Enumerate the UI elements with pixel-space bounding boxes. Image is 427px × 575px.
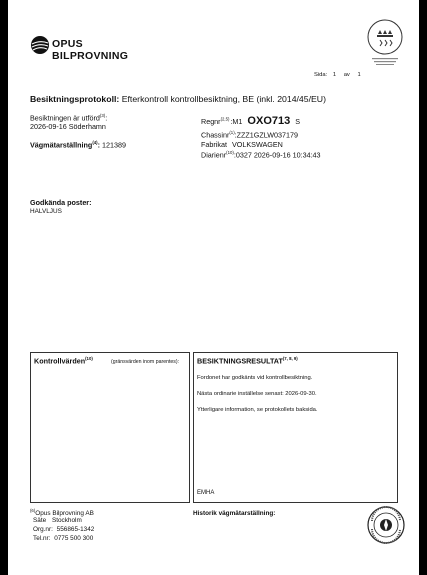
protocol-title-value: Efterkontroll kontrollbesiktning, BE (inkl. 2014/45/EU) <box>121 94 326 104</box>
seat-value: Stockholm <box>51 517 82 524</box>
result-sup: (7, 8, 9) <box>282 356 298 361</box>
performed-label: Besiktningen är utförd$^{(3)}$: <box>30 113 108 123</box>
make-row <box>201 140 283 149</box>
control-values-title: Kontrollvärden <box>34 356 86 366</box>
result-line: Nästa ordinarie inställelse senast: 2026-09-30. <box>197 391 317 397</box>
chassis-sup: (1) <box>229 130 235 135</box>
tel-value: 0775 500 300 <box>54 535 94 542</box>
inspector-code: EMHA <box>197 490 215 496</box>
company-org-row <box>33 526 94 533</box>
chassis-value: ZZZ1GZLW037179 <box>236 130 299 140</box>
page-of-label: av <box>343 72 350 78</box>
chassis-label: Chassinr <box>201 130 230 140</box>
regnr-suffix: S <box>295 117 301 126</box>
diary-label: Diarienr <box>201 150 227 160</box>
result-line: Ytterligare information, se protokollets baksida. <box>197 407 318 413</box>
odometer-row: Vägmätarställning$^{(4)}$: 121389 <box>30 140 126 150</box>
company-seat-row <box>33 517 82 524</box>
org-value: 556865-1342 <box>56 526 95 533</box>
protocol-title <box>30 94 326 104</box>
regnr-value: OXO713 <box>247 115 291 127</box>
performed-value: 2026-09-16 Söderhamn <box>30 122 106 131</box>
control-values-note: (gränsvärden inom parentes): <box>111 359 180 365</box>
odometer-history-heading: Historik vägmätarställning: <box>193 510 276 517</box>
company-name: Opus Bilprovning AB <box>35 510 94 518</box>
protocol-page <box>8 0 419 575</box>
tel-label: Tel.nr: <box>33 535 51 542</box>
make-value: VOLKSWAGEN <box>231 140 283 149</box>
performed-sup: (3) <box>99 113 106 118</box>
org-label: Org.nr: <box>33 526 53 533</box>
odometer-sup: (4) <box>92 140 98 145</box>
regnr-row: Regnr$^{(2,5)}$:M1 OXO713 S <box>201 115 301 127</box>
regnr-sup: (2,5) <box>220 116 230 122</box>
regnr-label: Regnr <box>201 117 221 126</box>
diary-sup: (10) <box>226 150 234 155</box>
result-heading <box>197 356 298 365</box>
inspection-association-seal-icon <box>367 506 405 544</box>
seat-label: Säte <box>33 517 47 524</box>
make-label: Fabrikat <box>201 140 227 149</box>
chassis-row: Chassinr$^{(1)}$:ZZZ1GZLW037179 <box>201 130 299 140</box>
result-title: BESIKTNINGSRESULTAT <box>197 356 283 366</box>
page-label: Sida: <box>314 72 328 78</box>
opus-globe-icon <box>30 35 50 55</box>
control-values-sup: (10) <box>85 356 93 361</box>
company-sup: (6) <box>30 508 36 513</box>
company-name-row <box>30 508 94 517</box>
brand-name: OPUS BILPROVNING <box>52 38 129 62</box>
odometer-value: 121389 <box>101 140 126 150</box>
page-indicator <box>314 72 361 78</box>
performed-label-text: Besiktningen är utförd <box>30 113 100 123</box>
odometer-label: Vägmätarställning <box>30 140 93 150</box>
protocol-title-label: Besiktningsprotokoll: <box>30 94 120 104</box>
diary-value: 0327 2026-09-16 10:34:43 <box>235 150 321 160</box>
diary-row: Diarienr$^{(10)}$:0327 2026-09-16 10:34:43 <box>201 150 321 160</box>
page-number: 1 <box>332 72 337 78</box>
regnr-prefix: M1 <box>232 117 243 126</box>
swedac-accreditation-icon <box>364 16 406 66</box>
page-total: 1 <box>357 72 361 78</box>
approved-item: HALVLJUS <box>30 208 62 215</box>
control-values-heading <box>34 356 93 365</box>
control-values-box <box>30 352 190 503</box>
approved-heading: Godkända poster: <box>30 198 92 207</box>
result-line: Fordonet har godkänts vid kontrollbesiktning. <box>197 375 313 381</box>
company-tel-row <box>33 535 93 542</box>
